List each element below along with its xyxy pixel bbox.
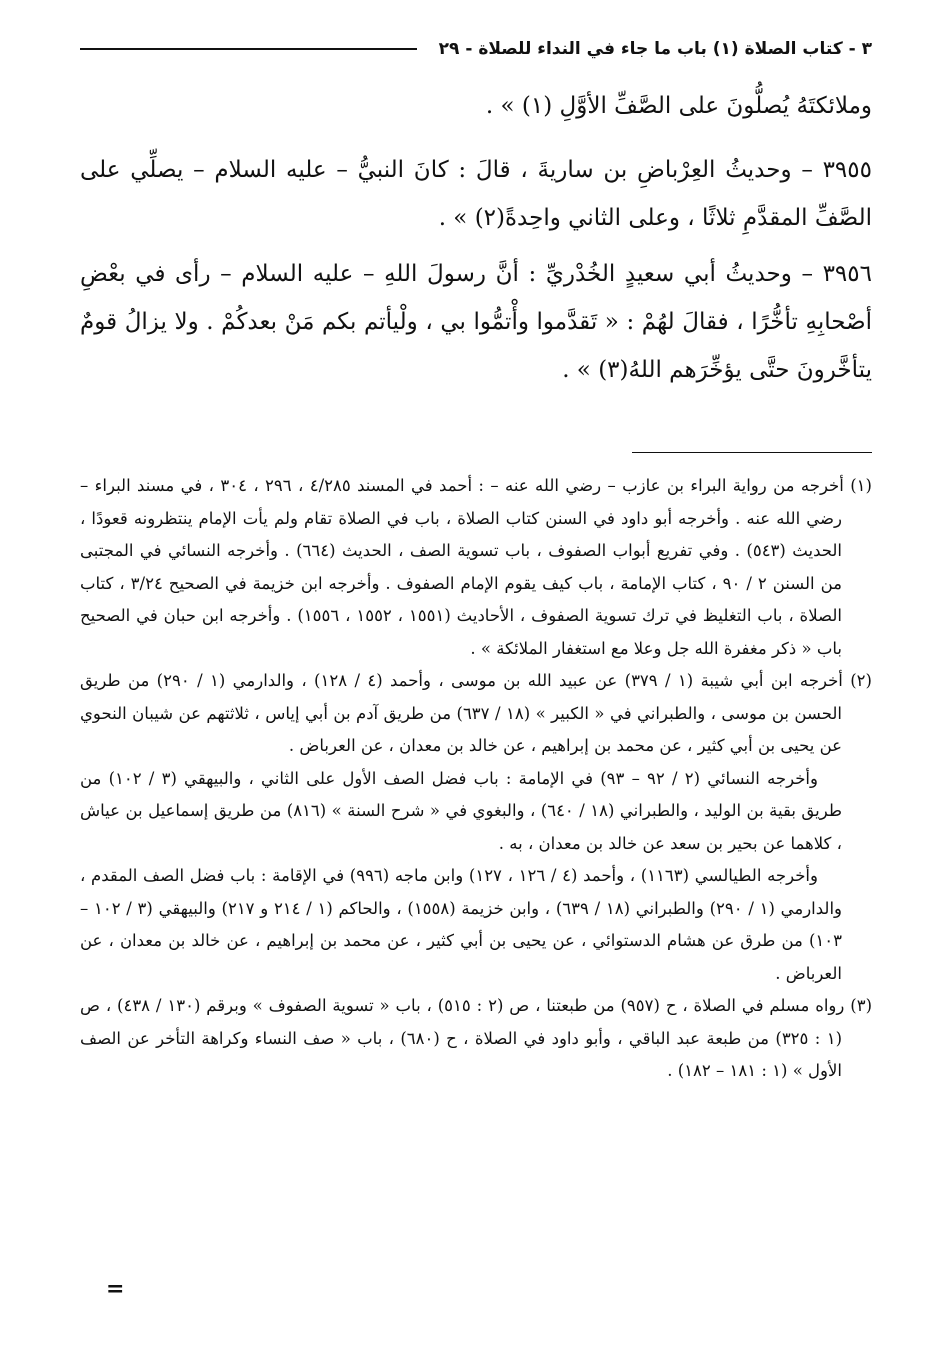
footnote-2-cont-a: وأخرجه النسائي (٢ / ٩٢ – ٩٣) في الإمامة : باب فضل الصف الأول على الثاني ، والبيهقي (٣ / ١٠٢) من طريق بقية بن الوليد ، والطبراني (١٨ / ٦٤٠) ، والبغوي في « شرح السنة » (٨١٦) من طريق إسماعيل بن عياش ، كلاهما عن بحير بن سعد عن خالد بن معدان ، به . bbox=[80, 768, 842, 853]
footnote-text: رواه مسلم في الصلاة ، ح (٩٥٧) من طبعتنا ، ص (٢ : ٥١٥) ، باب « تسوية الصفوف » وبرقم (١٣٠ / ٤٣٨) ، ص (١ : ٣٢٥) من طبعة عبد الباقي ، وأبو داود في الصلاة ، ح (٦٨٠) ، باب « صف النساء وكراهة التأخر عن الصف الأول » (١ : ١٨١ – ١٨٢) . bbox=[80, 996, 845, 1080]
hadith-3955: ٣٩٥٥ – وحديثُ العِرْباضِ بن ساريةَ ، قالَ : كانَ النبيُّ – عليه السلام – يصلِّي على الصَّفِّ المقدَّمِ ثلاثًا ، وعلى الثاني واحِدةً(٢) » . bbox=[80, 157, 872, 231]
footnote-marker: (١) bbox=[850, 476, 872, 495]
hadith-3956: ٣٩٥٦ – وحديثُ أبي سعيدٍ الخُدْريِّ : أنَّ رسولَ اللهِ – عليه السلام – رأى في بعْضِ أصْحابِهِ تأخُّرًا ، فقالَ لهُمْ : « تَقدَّموا وأْتمُّوا بي ، ولْيأتم بكم مَنْ بعدكُمْ . ولا يزالُ قومٌ يتأخَّرونَ حتَّى يؤخِّرَهم اللهُ(٣) » . bbox=[80, 261, 872, 383]
main-text bbox=[80, 82, 872, 402]
footnote-separator bbox=[632, 452, 872, 453]
footnote-2-cont-b: وأخرجه الطيالسي (١١٦٣) ، وأحمد (٤ / ١٢٦ ، ١٢٧) وابن ماجه (٩٩٦) في الإقامة : باب فضل الصف المقدم ، والدارمي (١ / ٢٩٠) والطبراني (١٨ / ٦٣٩) ، وابن خزيمة (١٥٥٨) ، والحاكم (١ / ٢١٤ و ٢١٧) والبيهقي (٣ / ١٠٢ – ١٠٣) من طرق عن هشام الدستوائي ، عن يحيى بن أبي كثير ، عن محمد بن إبراهيم ، عن خالد بن معدان ، عن العرباض . bbox=[80, 866, 842, 983]
footnote-1 bbox=[80, 470, 872, 665]
continuation-mark: = bbox=[106, 1276, 125, 1302]
hadith-continuation: وملائكتَهُ يُصلُّونَ على الصَّفِّ الأوَّلِ (١) » . bbox=[485, 93, 872, 119]
footnote-marker: (٢) bbox=[850, 671, 872, 690]
footnote-text: أخرجه من رواية البراء بن عازب – رضي الله عنه – : أحمد في المسند ٤/٢٨٥ ، ٢٩٦ ، ٣٠٤ ، في مسند البراء – رضي الله عنه . وأخرجه أبو داود في السنن كتاب الصلاة ، باب في الصلاة تقام ولم يأت الإمام ينتظرونه قعودًا ، الحديث (٥٤٣) . وفي تفريع أبواب الصفوف ، باب تسوية الصف ، الحديث (٦٦٤) . وأخرجه النسائي في المجتبى من السنن ٢ / ٩٠ ، كتاب الإمامة ، باب كيف يقوم الإمام الصفوف . وأخرجه ابن خزيمة في الصحيح ٣/٢٤ ، كتاب الصلاة ، باب التغليظ في ترك تسوية الصفوف ، الأحاديث (١٥٥١ ، ١٥٥٢ ، ١٥٥٦) . وأخرجه ابن حبان في الصحيح باب « ذكر مغفرة الله جل وعلا مع استغفار الملائكة » . bbox=[80, 476, 844, 658]
page-header bbox=[80, 34, 872, 64]
footnote-text: أخرجه ابن أبي شيبة (١ / ٣٧٩) عن عبيد الله بن موسى ، وأحمد (٤ / ١٢٨) ، والدارمي (١ / ٢٩٠) من طريق الحسن بن موسى ، والطبراني في « الكبير » (١٨ / ٦٣٧) من طريق آدم بن أبي إياس ، ثلاثتهم عن شيبان النحوي عن يحيى بن أبي كثير ، عن محمد بن إبراهيم ، عن خالد بن معدان ، عن العرباض . bbox=[80, 671, 843, 755]
footnote-3 bbox=[80, 990, 872, 1088]
header-rule bbox=[80, 48, 417, 50]
footnotes bbox=[80, 470, 872, 1088]
running-title: ٣ - كتاب الصلاة (١) باب ما جاء في النداء للصلاة - ٢٩ bbox=[438, 39, 872, 59]
footnote-marker: (٣) bbox=[850, 996, 872, 1015]
footnote-2 bbox=[80, 665, 872, 763]
